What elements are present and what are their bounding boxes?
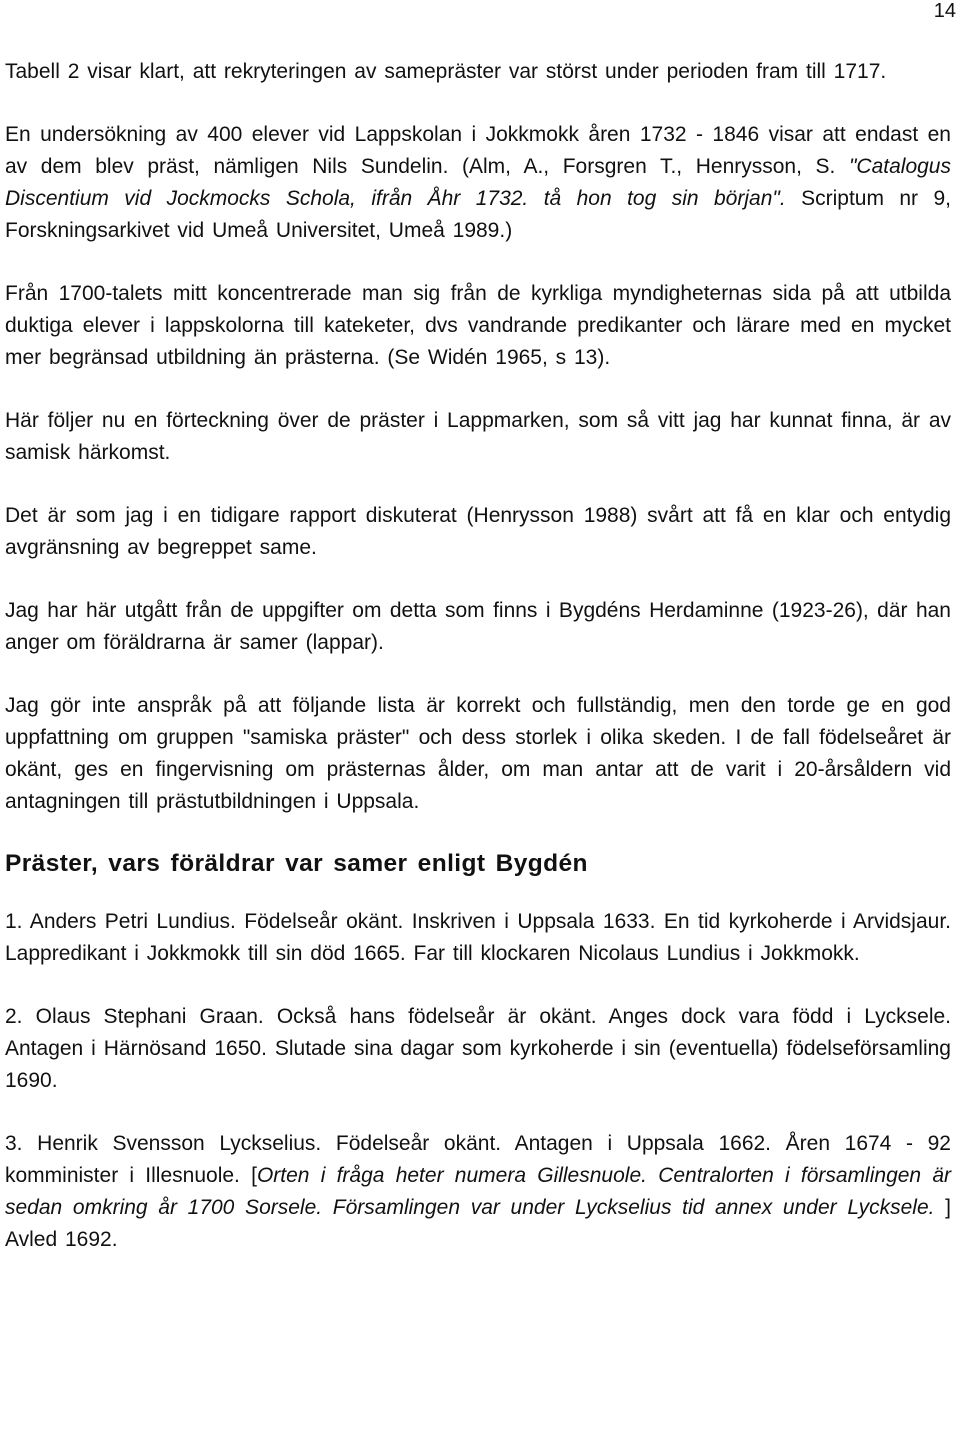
page-number: 14: [933, 0, 956, 22]
paragraph-list-intro: [5, 405, 951, 469]
paragraph-definition: [5, 500, 951, 564]
paragraph-text: Scriptum nr 9, Forskningsarkivet vid Umeå Universitet, Umeå 1989.): [5, 187, 951, 242]
paragraph-disclaimer: [5, 690, 951, 818]
paragraph-text: Det är som jag i en tidigare rapport diskuterat (Henrysson 1988) svårt att få en klar och entydig avgränsning av begreppet same.: [5, 504, 951, 559]
list-item-note: Orten i fråga heter numera Gillesnuole. Centralorten i församlingen är sedan omkring år 1700 Sorsele. Församlingen var under Lyckselius tid annex under Lycksele.: [5, 1164, 952, 1219]
list-item-text: 3. Henrik Svensson Lyckselius. Födelseår okänt. Antagen i Uppsala 1662. Åren 1674 - 92 komminister i Illesnuole. [: [5, 1132, 951, 1187]
document-body: [5, 56, 951, 1287]
paragraph-text: En undersökning av 400 elever vid Lappskolan i Jokkmokk åren 1732 - 1846 visar att endast en av dem blev präst, nämligen Nils Sundelin. (Alm, A., Forsgren T., Henrysson, S.: [5, 123, 951, 178]
list-item-text: 2. Olaus Stephani Graan. Också hans födelseår är okänt. Anges dock vara född i Lycksele. Antagen i Härnösand 1650. Slutade sina dagar som kyrkoherde i sin (eventuella) födelseförsamling 1690.: [5, 1005, 951, 1092]
paragraph-text: Här följer nu en förteckning över de präster i Lappmarken, som så vitt jag har kunnat finna, är av samisk härkomst.: [5, 409, 951, 464]
list-item-2: [5, 1001, 951, 1097]
paragraph-lappskolan-study: [5, 119, 951, 247]
paragraph-source: [5, 595, 951, 659]
section-heading: Präster, vars föräldrar var samer enligt Bygdén: [5, 850, 588, 877]
list-item-text: 1. Anders Petri Lundius. Födelseår okänt. Inskriven i Uppsala 1633. En tid kyrkoherde i Arvidsjaur. Lappredikant i Jokkmokk till sin död 1665. Far till klockaren Nicolaus Lundius i Jokkmokk.: [5, 910, 951, 965]
paragraph-text: Tabell 2 visar klart, att rekryteringen av samepräster var störst under perioden fram till 1717.: [5, 60, 887, 83]
list-item-3: [5, 1128, 951, 1256]
paragraph-table-2-summary: [5, 56, 951, 88]
list-item-text: ] Avled 1692.: [5, 1196, 952, 1251]
paragraph-text: Jag har här utgått från de uppgifter om detta som finns i Bygdéns Herdaminne (1923-26), där han anger om föräldrarna är samer (lappar).: [5, 599, 951, 654]
citation-title: "Catalogus Discentium vid Jockmocks Schola, ifrån Åhr 1732. tå hon tog sin början".: [5, 155, 951, 210]
paragraph-text: Från 1700-talets mitt koncentrerade man sig från de kyrkliga myndigheternas sida på att utbilda duktiga elever i lappskolorna till kateketer, dvs vandrande predikanter och lärare med en mycket mer begränsad utbildning än prästerna. (Se Widén 1965, s 13).: [5, 282, 951, 369]
paragraph-text: Jag gör inte anspråk på att följande lista är korrekt och fullständig, men den torde ge en god uppfattning om gruppen "samiska präster" och dess storlek i olika skeden. I de fall födelseåret är okänt, ges en fingervisning om prästernas ålder, om man antar att de varit i 20-årsåldern vid antagningen till prästutbildningen i Uppsala.: [5, 694, 951, 813]
list-item-1: [5, 906, 951, 970]
paragraph-kateketer: [5, 278, 951, 374]
